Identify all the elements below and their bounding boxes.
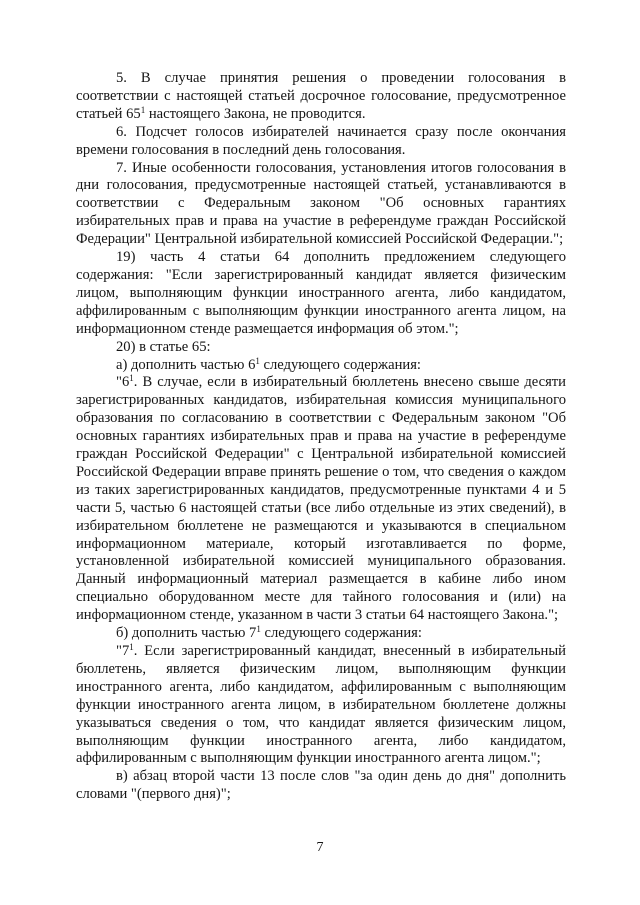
paragraph-subitem-b	[76, 625, 566, 643]
document-body	[76, 70, 566, 804]
paragraph-part-5	[76, 70, 566, 124]
superscript: 1	[129, 642, 134, 652]
page-number: 7	[316, 840, 324, 855]
superscript: 1	[256, 624, 261, 635]
paragraph-item-19	[76, 249, 566, 339]
superscript: 1	[140, 104, 146, 115]
paragraph-part-6	[76, 124, 566, 160]
paragraph-text: б) дополнить частью 7	[116, 625, 257, 642]
paragraph-text: следующего содержания:	[259, 356, 421, 373]
paragraph-subitem-a	[76, 357, 566, 375]
paragraph-text: 20) в статье 65:	[116, 338, 211, 355]
paragraph-text: . Если зарегистрированный кандидат, внесенный в избирательный бюллетень, является физическим лицом, выполняющим функции иностранного агента, либо кандидатом, аффилированным с выполняющим функции иностранного агента лицом, в избирательном бюллетене должны указываться сведения о том, что кандидат является физическим лицом, выполняющим функции иностранного агента, либо кандидатом, аффилированным с выполняющим функции иностранного агента лицом.";	[76, 643, 566, 767]
paragraph-text: настоящего Закона, не проводится.	[145, 105, 366, 122]
paragraph-text: 19) часть 4 статьи 64 дополнить предложением следующего содержания: "Если зарегистрированный кандидат является физическим лицом, выполняющим функции иностранного агента, либо кандидатом, аффилированным с выполняющим функции иностранного агента лицом, на информационном стенде размещается информация об этом.";	[76, 249, 566, 337]
paragraph-part-7-1	[76, 643, 566, 768]
paragraph-item-20	[76, 339, 566, 357]
paragraph-text: в) абзац второй части 13 после слов "за один день до дня" дополнить словами "(первого дня)";	[76, 768, 566, 803]
paragraph-part-7	[76, 160, 566, 250]
superscript: 1	[129, 373, 134, 384]
paragraph-text: 5. В случае принятия решения о проведении голосования в соответствии с настоящей статьей досрочное голосование, предусмотренное статьей 65	[76, 70, 566, 122]
paragraph-text: "7	[116, 643, 130, 659]
superscript: 1	[255, 355, 260, 366]
paragraph-text: . В случае, если в избирательный бюллетень внесено свыше десяти зарегистрированных кандидатов, избирательная комиссия муниципального образования по согласованию в соответствии с Федеральным законом "Об основных гарантиях избирательных прав и права на участие в референдуме граждан Российской Федерации" с Центральной избирательной комиссией Российской Федерации вправе принять решение о том, что сведения о каждом из таких зарегистрированных кандидатов, предусмотренные пунктами 4 и 5 части 5, частью 6 настоящей статьи (все либо отдельные из этих сведений), в избирательном бюллетене не размещаются и указываются в специальном информационном материале, который изготавливается по форме, установленной избирательной комиссией муниципального образования. Данный информационный материал размещается в кабине либо ином специально оборудованном месте для тайного голосования и (или) на информационном стенде, указанном в части 3 статьи 64 настоящего Закона.";	[76, 374, 566, 624]
paragraph-text: "6	[116, 374, 130, 391]
paragraph-text: 7. Иные особенности голосования, установления итогов голосования в дни голосования, предусмотренные настоящей статьей, устанавливаются в соответствии с Федеральным законом "Об основных гарантиях избирательных прав и права на участие в референдуме граждан Российской Федерации" Центральной избирательной комиссией Российской Федерации.";	[76, 159, 566, 248]
paragraph-text: следующего содержания:	[260, 625, 422, 642]
paragraph-part-6-1	[76, 374, 566, 625]
paragraph-text: 6. Подсчет голосов избирателей начинается сразу после окончания времени голосования в последний день голосования.	[76, 123, 566, 158]
paragraph-text: а) дополнить частью 6	[116, 356, 256, 373]
paragraph-subitem-v	[76, 768, 566, 804]
